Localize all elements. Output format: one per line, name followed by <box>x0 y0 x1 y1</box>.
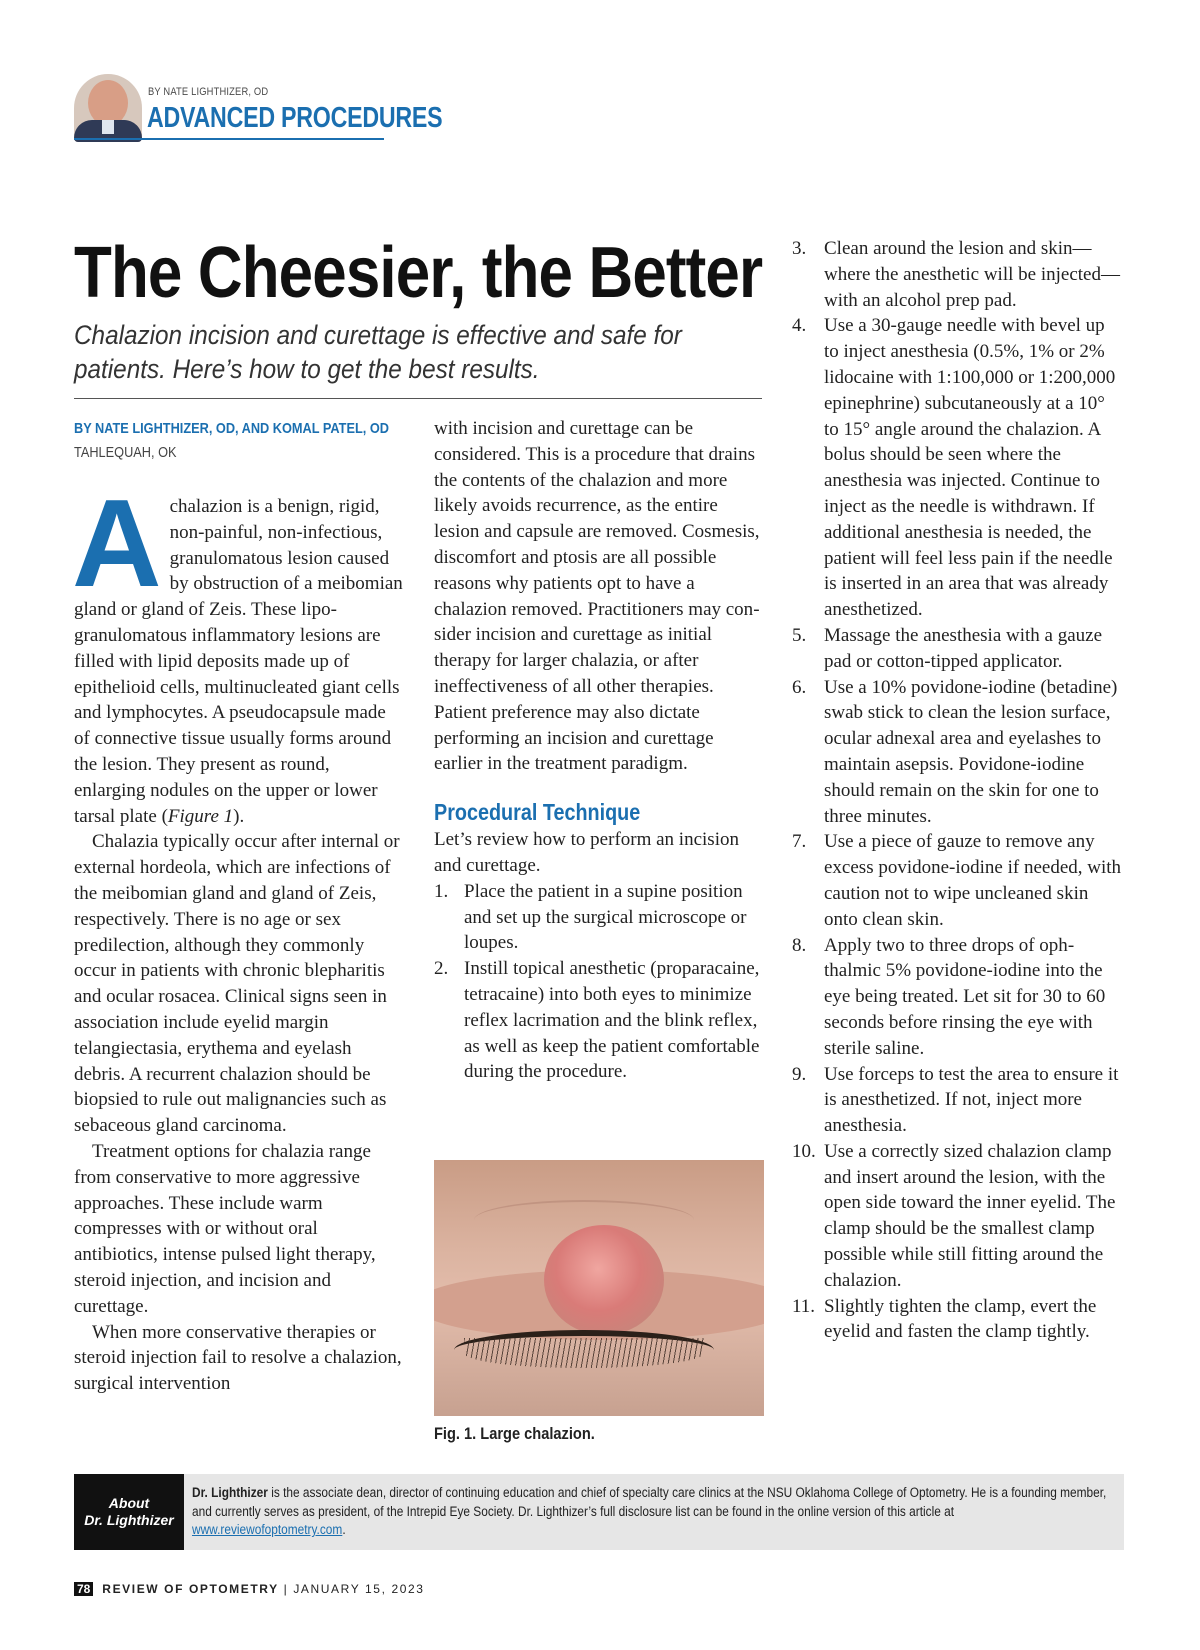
step-text: Clean around the lesion and skin—where the anesthetic will be injected—with an alcohol prep pad. <box>824 238 1120 311</box>
title-divider <box>74 398 762 399</box>
steps-list-b <box>794 236 1124 1345</box>
website-link[interactable]: www.reviewofoptometry.com <box>192 1522 343 1537</box>
intro-paragraph <box>72 475 404 829</box>
list-item <box>794 1139 1124 1294</box>
step-text: Place the patient in a supine position and set up the surgical microscope or loupes. <box>464 880 747 954</box>
step-text: Apply two to three drops of ophthalmic 5% povidone-iodine into the eye being treated. Let sit for 30 to 60 seconds before rinsing the eye with sterile saline. <box>824 934 1106 1059</box>
intro-text: chalazion is a benign, rigid, non-painful, non-infectious, granulomatous lesion caused by obstruction of a meibomian gland or gland of Zeis. These lipogranulomatous inflammatory lesions are filled with lipid deposits made up of epithelioid cells, multinucleated giant cells and lymphocytes. A pseudocapsule made of connective tissue usually forms around the lesion. They present as round, enlarging nodules on the upper or lower tarsal plate ( <box>74 496 403 827</box>
list-item <box>794 1294 1124 1346</box>
page-footer <box>74 1582 425 1596</box>
list-item <box>794 236 1124 313</box>
steps-list-a <box>434 879 764 1085</box>
step-number: 4. <box>792 315 807 337</box>
step-text: Use a piece of gauze to remove any excess povidone-iodine if needed, with caution not to wipe uncleaned skin onto clean skin. <box>824 831 1122 930</box>
page-number: 78 <box>74 1582 93 1596</box>
department-masthead <box>74 72 443 144</box>
step-text: Massage the anesthesia with a gauze pad or cotton-tipped applicator. <box>824 624 1103 672</box>
step-text: Use a 30-gauge needle with bevel up to inject anesthesia (0.5%, 1% or 2% lidocaine with 1:100,000 or 1:200,000 epinephrine) subcutaneously at a 10° to 15° angle around the chalazion. A bolus should be seen where the anesthesia was injected. Continue to inject as the needle is withdrawn. If additional anesthesia is needed, the patient will feel less pain if the needle is inserted in an area that was already anesthetized. <box>824 315 1116 621</box>
about-end: . <box>342 1522 346 1537</box>
figure-caption: Fig. 1. Large chalazion. <box>434 1424 595 1443</box>
drop-cap: A <box>72 475 162 613</box>
list-item <box>434 879 764 956</box>
step-number: 5. <box>792 624 807 646</box>
step-number: 10. <box>792 1140 816 1162</box>
author-location: TAHLEQUAH, OK <box>74 444 177 461</box>
list-item <box>794 313 1124 623</box>
step-number: 9. <box>792 1063 807 1085</box>
intro-end: ). <box>233 805 245 827</box>
list-item <box>794 1062 1124 1139</box>
about-label-line1: About <box>108 1495 150 1511</box>
step-number: 6. <box>792 676 807 698</box>
section-heading: Procedural Technique <box>434 799 641 826</box>
figure-reference: Figure 1 <box>167 805 234 827</box>
paragraph-4-continued: with incision and curettage can be considered. This is a procedure that drains the contents of the chalazion and more likely avoids recurrence, as the entire lesion and capsule are removed. Cosmesis, discomfort and ptosis are all possible reasons why patients opt to have a chalazion removed. Practitioners may consider incision and curettage as initial therapy for larger chalazia, or after ineffectiveness of all other therapies. Patient preference may also dictate performing an incision and curettage earlier in the treatment paradigm. <box>434 418 760 775</box>
list-item <box>794 829 1124 932</box>
column-1 <box>72 475 404 1397</box>
list-item <box>794 623 1124 675</box>
chalazion-photo <box>434 1160 764 1416</box>
step-number: 8. <box>792 934 807 956</box>
step-text: Slightly tighten the clamp, evert the eyelid and fasten the clamp tightly. <box>824 1295 1097 1343</box>
step-text: Use forceps to test the area to ensure it is anesthetized. If not, inject more anesthesia. <box>824 1063 1119 1137</box>
masthead-byline: BY NATE LIGHTHIZER, OD <box>148 86 269 98</box>
section-intro: Let’s review how to perform an incision and curettage. <box>434 829 739 876</box>
article-subtitle: Chalazion incision and curettage is effective and safe for patients. Here’s how to get the best results. <box>74 320 682 384</box>
step-number: 1. <box>434 880 449 902</box>
column-2 <box>434 416 764 1085</box>
about-name: Dr. Lighthizer <box>192 1485 268 1500</box>
list-item <box>794 675 1124 830</box>
about-label <box>74 1474 184 1550</box>
article-authors: BY NATE LIGHTHIZER, OD, AND KOMAL PATEL, OD <box>74 420 389 437</box>
step-number: 2. <box>434 958 449 980</box>
author-avatar <box>74 74 142 142</box>
about-body: is the associate dean, director of continuing education and chief of specialty care clinics at the NSU Oklahoma College of Optometry. He is a founding member, and currently serves as president, of the Intrepid Eye Society. Dr. Lighthizer’s full disclosure list can be found in the online version of this article at <box>192 1485 1107 1519</box>
paragraph-3: Treatment options for chalazia range from conservative to more aggressive approaches. These include warm compresses with or without oral antibiotics, intense pulsed light therapy, steroid injection, and incision and curettage. <box>74 1140 376 1317</box>
about-text <box>192 1484 1107 1540</box>
about-label-line2: Dr. Lighthizer <box>84 1512 174 1528</box>
paragraph-2: Chalazia typically occur after internal or external hordeola, which are infections of the meibomian gland and gland of Zeis, respectively. There is no age or sex predilection, although they commonly occur in patients with chronic blepharitis and ocular rosacea. Clinical signs seen in association include eyelid margin telangiectasia, erythema and eyelash debris. A recurrent chalazion should be biopsied to rule out malignancies such as sebaceous gland carcinoma. <box>74 831 400 1137</box>
step-text: Use a 10% povidone-iodine (betadine) swab stick to clean the lesion surface, ocular adnexal area and eyelashes to maintain asepsis. Povidone-iodine should remain on the skin for one to three minutes. <box>824 676 1118 827</box>
magazine-name: REVIEW OF OPTOMETRY <box>102 1582 279 1596</box>
article-title: The Cheesier, the Better <box>74 233 763 313</box>
step-text: Instill topical anesthetic (proparacaine, tetracaine) into both eyes to minimize reflex lacrimation and the blink reflex, as well as keep the patient comfortable during the procedure. <box>464 958 760 1083</box>
about-author-box <box>74 1474 1124 1550</box>
paragraph-4: When more conservative therapies or steroid injection fail to resolve a chalazion, surgical intervention <box>74 1321 402 1395</box>
masthead-divider <box>74 138 384 140</box>
list-item <box>434 956 764 1085</box>
step-number: 3. <box>792 238 807 259</box>
department-title: ADVANCED PROCEDURES <box>147 102 443 134</box>
footer-separator: | <box>283 1582 289 1596</box>
step-number: 11. <box>792 1295 816 1317</box>
step-text: Use a correctly sized chalazion clamp and insert around the lesion, with the open side toward the inner eyelid. The clamp should be the smallest clamp possible while still fitting around the chalazion. <box>824 1140 1116 1291</box>
column-3 <box>794 236 1124 1345</box>
list-item <box>794 933 1124 1062</box>
issue-date: JANUARY 15, 2023 <box>293 1582 425 1596</box>
step-number: 7. <box>792 831 807 853</box>
